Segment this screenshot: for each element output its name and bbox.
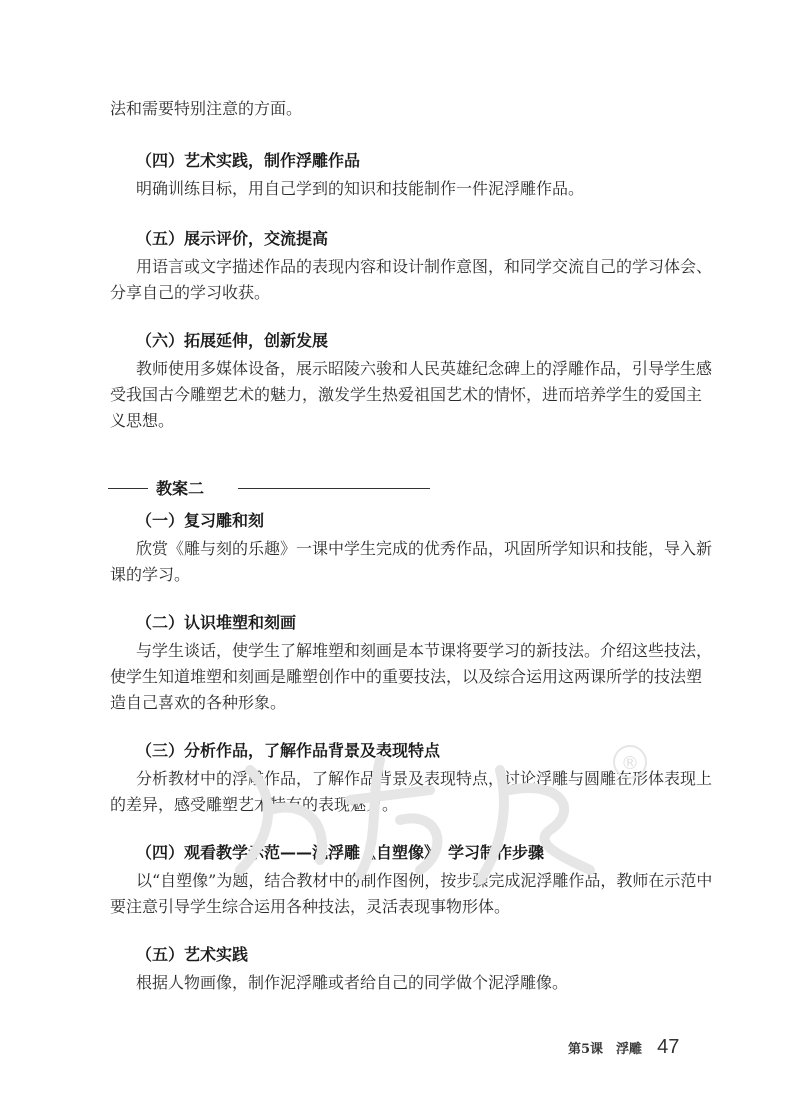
intro-tail-block (0, 96, 800, 122)
section-paragraph: 根据人物画像，制作泥浮雕或者给自己的同学做个泥浮雕像。 (136, 973, 569, 992)
section-heading: （六）拓展延伸，创新发展 (136, 331, 329, 350)
divider-line-left (108, 488, 148, 489)
plan2-section-1 (0, 510, 800, 588)
page-footer (568, 1036, 728, 1062)
section-heading: （三）分析作品，了解作品背景及表现特点 (136, 741, 441, 760)
plan2-title: 教案二 (156, 479, 205, 498)
section-heading: （五）展示评价，交流提高 (136, 229, 329, 248)
section-heading: （二）认识堆塑和刻画 (136, 613, 297, 632)
section-heading: （四）艺术实践，制作浮雕作品 (136, 151, 361, 170)
intro-tail-paragraph: 法和需要特别注意的方面。 (110, 99, 303, 118)
plan1-section-4 (0, 150, 800, 202)
section-paragraph: 明确训练目标，用自己学到的知识和技能制作一件泥浮雕作品。 (136, 179, 585, 198)
section-paragraph: 欣赏《雕与刻的乐趣》一课中学生完成的优秀作品，巩固所学知识和技能，导入新课的学习。 (110, 539, 713, 584)
page-number: 47 (657, 1036, 680, 1058)
plan2-section-3 (0, 740, 800, 818)
plan1-section-5 (0, 228, 800, 306)
section-paragraph: 与学生谈话，使学生了解堆塑和刻画是本节课将要学习的新技法。介绍这些技法，使学生知道堆塑和刻画是雕塑创作中的重要技法，以及综合运用这两课所学的技法塑造自己喜欢的各种形象。 (110, 641, 713, 712)
section-paragraph: 教师使用多媒体设备，展示昭陵六骏和人民英雄纪念碑上的浮雕作品，引导学生感受我国古今雕塑艺术的魅力，激发学生热爱祖国艺术的情怀，进而培养学生的爱国主义思想。 (110, 359, 713, 430)
section-paragraph: 分析教材中的浮雕作品，了解作品背景及表现特点，讨论浮雕与圆雕在形体表现上的差异，感受雕塑艺术特有的表现魅力。 (110, 769, 713, 814)
section-heading: （四）观看教学示范——泥浮雕《自塑像》，学习制作步骤 (136, 843, 545, 862)
section-heading: （一）复习雕和刻 (136, 511, 265, 530)
footer-lesson-label: 第5课 浮雕 (568, 1042, 643, 1057)
plan1-section-6 (0, 330, 800, 434)
divider-line-right (238, 488, 430, 489)
section-paragraph: 以“自塑像”为题，结合教材中的制作图例，按步骤完成泥浮雕作品，教师在示范中要注意引导学生综合运用各种技法，灵活表现事物形体。 (110, 871, 713, 916)
registered-mark: ® (621, 753, 639, 774)
section-heading: （五）艺术实践 (136, 945, 249, 964)
plan2-section-5 (0, 944, 800, 996)
plan2-section-2 (0, 612, 800, 716)
section-paragraph: 用语言或文字描述作品的表现内容和设计制作意图，和同学交流自己的学习体会、分享自己的学习收获。 (110, 257, 713, 302)
plan2-section-4 (0, 842, 800, 920)
plan2-divider (108, 478, 328, 500)
